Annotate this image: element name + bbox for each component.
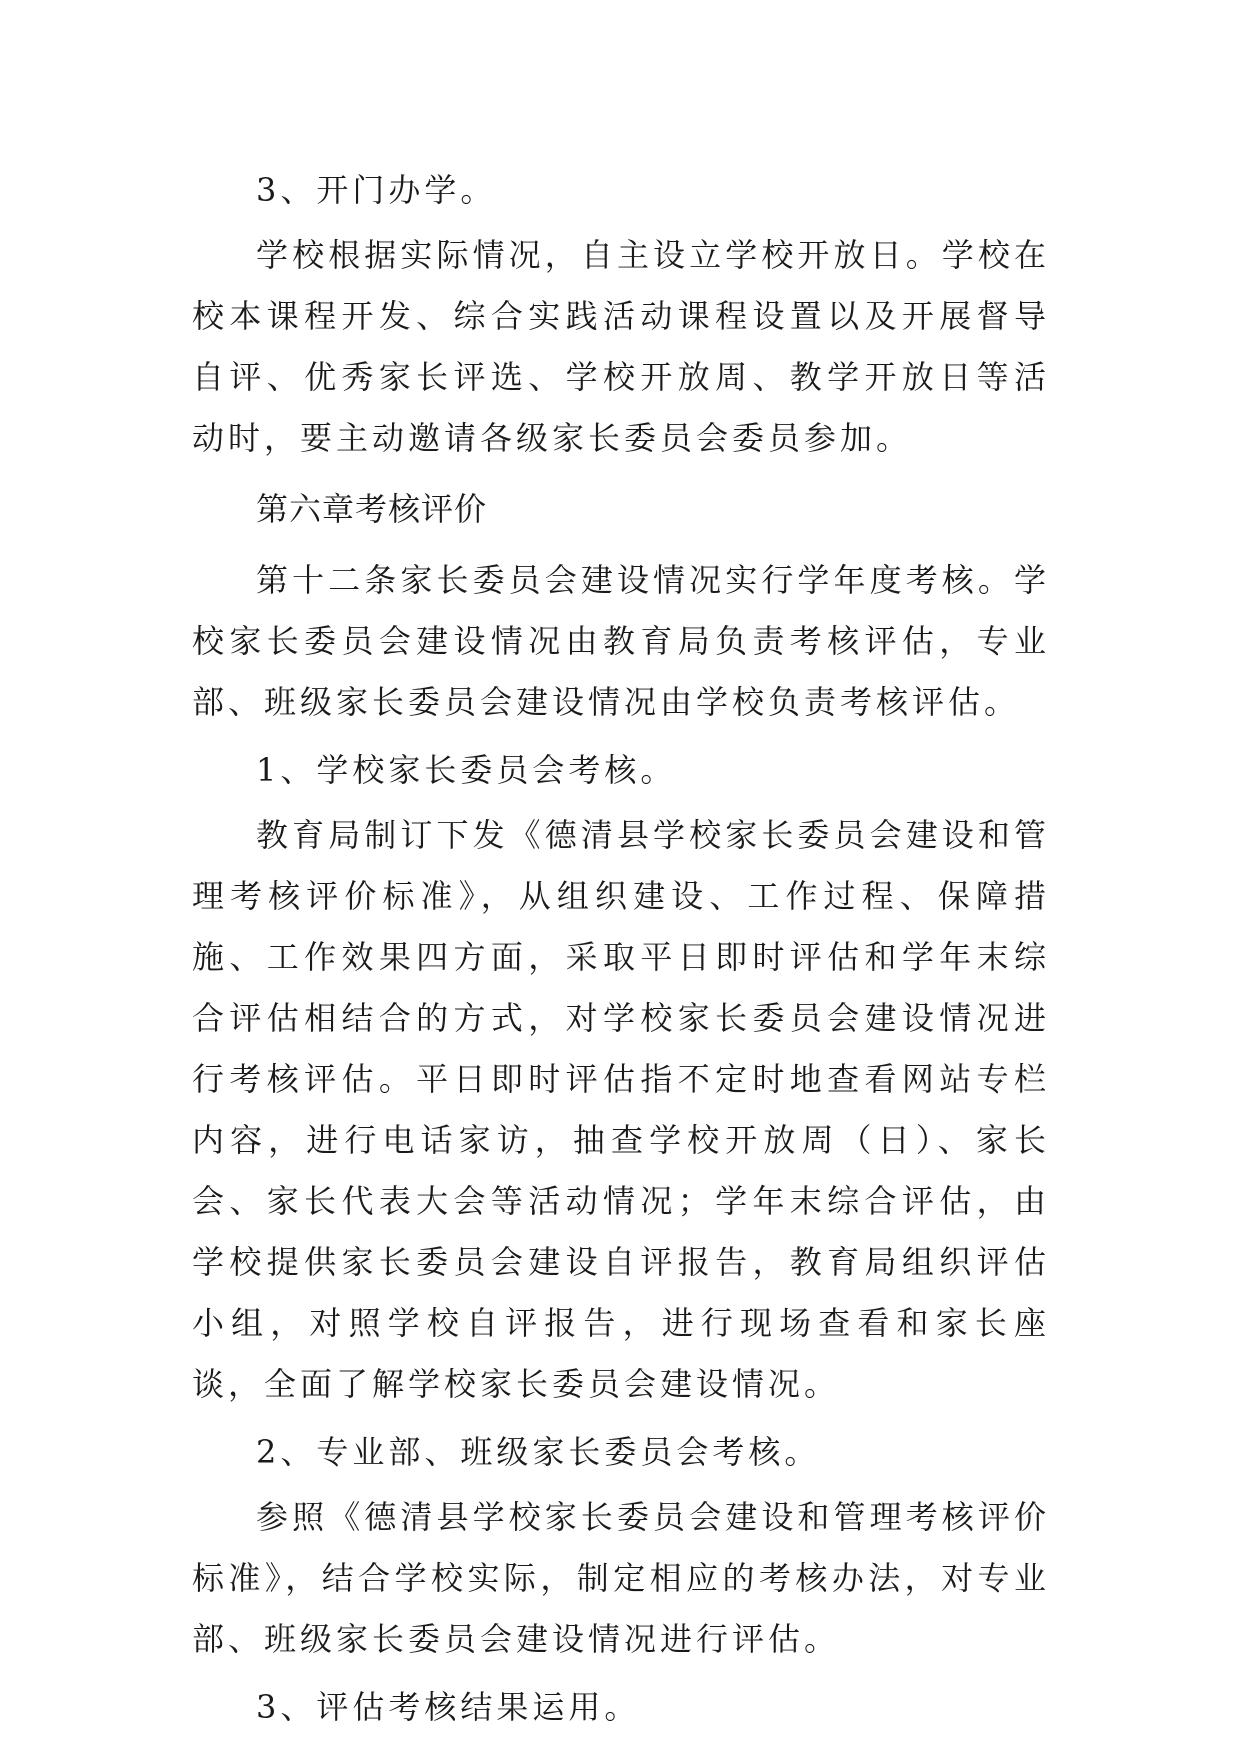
paragraph-class-committee: 参照《德清县学校家长委员会建设和管理考核评价标准》，结合学校实际，制定相应的考核办法，对专业部、班级家长委员会建设情况进行评估。 <box>192 1498 1050 1658</box>
item-heading-school-committee: 1、学校家长委员会考核。 <box>256 751 677 789</box>
item-heading-class-committee: 2、专业部、班级家长委员会考核。 <box>256 1433 821 1471</box>
paragraph-open-school: 学校根据实际情况，自主设立学校开放日。学校在校本课程开发、综合实践活动课程设置以及开展督导自评、优秀家长评选、学校开放周、教学开放日等活动时，要主动邀请各级家长委员会委员参加。 <box>192 236 1050 457</box>
paragraph-school-committee: 教育局制订下发《德清县学校家长委员会建设和管理考核评价标准》，从组织建设、工作过程、保障措施、工作效果四方面，采取平日即时评估和学年末综合评估相结合的方式，对学校家长委员会建设情况进行考核评估。平日即时评估指不定时地查看网站专栏内容，进行电话家访，抽查学校开放周（日）、家长会、家长代表大会等活动情况；学年末综合评估，由学校提供家长委员会建设自评报告，教育局组织评估小组，对照学校自评报告，进行现场查看和家长座谈，全面了解学校家长委员会建设情况。 <box>192 816 1050 1403</box>
chapter-heading: 第六章考核评价 <box>256 490 488 528</box>
item-heading-results: 3、评估考核结果运用。 <box>256 1688 641 1726</box>
document-body <box>192 160 1050 1738</box>
article-twelve: 第十二条家长委员会建设情况实行学年度考核。学校家长委员会建设情况由教育局负责考核评估，专业部、班级家长委员会建设情况由学校负责考核评估。 <box>192 561 1050 721</box>
item-heading-open-school: 3、开门办学。 <box>256 171 497 209</box>
